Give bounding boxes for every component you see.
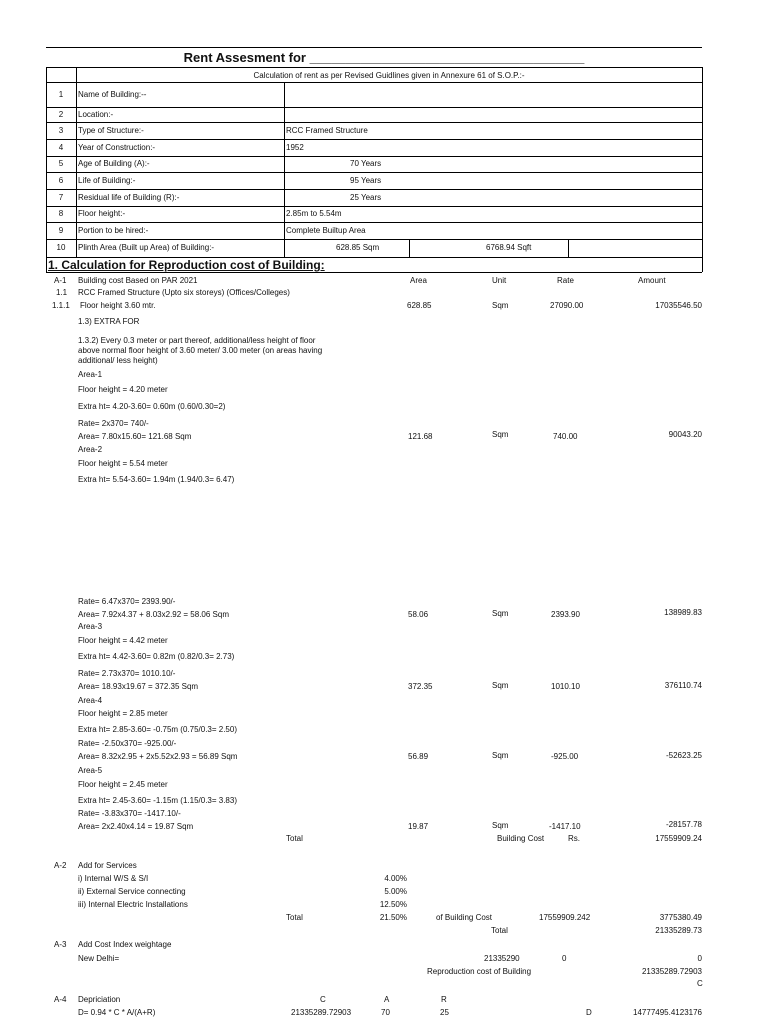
code: A-3 (54, 940, 67, 949)
rate-value: -1417.10 (549, 822, 581, 831)
total-label: Total (286, 834, 303, 843)
label: of Building Cost (436, 913, 493, 922)
amount-value: 138989.83 (664, 608, 702, 617)
label: Extra ht= 5.54-3.60= 1.94m (1.94/0.3= 6.47) (78, 475, 235, 484)
row-value: 2.85m to 5.54m (286, 209, 342, 218)
label: Extra ht= 2.85-3.60= -0.75m (0.75/0.3= 2.50) (78, 725, 237, 734)
row-no: 6 (58, 176, 64, 185)
area-name: Area-3 (78, 622, 103, 631)
value: 17559909.242 (539, 913, 591, 922)
code: 1.1.1 (52, 301, 70, 310)
label: iii) Internal Electric Installations (78, 900, 188, 909)
unit-value: Sqm (492, 681, 509, 690)
label: Extra ht= 4.20-3.60= 0.60m (0.60/0.30=2) (78, 402, 226, 411)
area-name: Area-5 (78, 766, 103, 775)
label: Reproduction cost of Building (427, 967, 532, 976)
label: RCC Framed Structure (Upto six storeys) (Offices/Colleges) (78, 288, 290, 297)
row-rule (46, 222, 702, 223)
label: Area= 7.80x15.60= 121.68 Sqm (78, 432, 192, 441)
amount-value: 90043.20 (668, 430, 702, 439)
area-value: 628.85 (407, 301, 432, 310)
row-no: 1 (58, 90, 64, 99)
value: 25 (440, 1008, 449, 1017)
symbol: C (697, 979, 703, 988)
row-label: Type of Structure:- (78, 126, 144, 135)
label: Floor height = 2.45 meter (78, 780, 168, 789)
area-name: Area-2 (78, 445, 103, 454)
rate-value: -925.00 (551, 752, 579, 761)
row-value: 95 Years (350, 176, 382, 185)
code: 1.1 (56, 288, 68, 297)
label: Add Cost Index weightage (78, 940, 172, 949)
total-label: Total (286, 913, 303, 922)
label: Depriciation (78, 995, 121, 1004)
rate-value: 1010.10 (551, 682, 580, 691)
area-value: 372.35 (408, 682, 433, 691)
label: Rate= 2x370= 740/- (78, 419, 149, 428)
table-border (76, 67, 77, 257)
top-rule (46, 47, 702, 48)
label: Area= 7.92x4.37 + 8.03x2.92 = 58.06 Sqm (78, 610, 229, 619)
label: Rate= 2.73x370= 1010.10/- (78, 669, 176, 678)
row-label: Location:- (78, 110, 114, 119)
row-value: 1952 (286, 143, 304, 152)
label: Area= 8.32x2.95 + 2x5.52x2.93 = 56.89 Sqm (78, 752, 238, 761)
row-label: Floor height:- (78, 209, 126, 218)
row-value: Complete Builtup Area (286, 226, 366, 235)
row-rule (46, 156, 702, 157)
row-rule (46, 272, 702, 273)
value: 0 (562, 954, 567, 963)
total-amount: 21335289.73 (655, 926, 702, 935)
row-no: 2 (58, 110, 64, 119)
row-rule (46, 122, 702, 123)
formula: D= 0.94 * C * A/(A+R) (78, 1008, 156, 1017)
value: 21335289.72903 (291, 1008, 352, 1017)
symbol: D (586, 1008, 592, 1017)
rate-value: 2393.90 (551, 610, 580, 619)
row-no: 3 (58, 126, 64, 135)
label: ii) External Service connecting (78, 887, 186, 896)
row-label: Residual life of Building (R):- (78, 193, 180, 202)
row-value: 628.85 Sqm (336, 243, 380, 252)
row-value: 70 Years (350, 159, 382, 168)
area-value: 58.06 (408, 610, 429, 619)
col-rate-header: Rate (557, 276, 574, 285)
row-value: 25 Years (350, 193, 382, 202)
table-border (409, 239, 410, 257)
row-label: Life of Building:- (78, 176, 136, 185)
table-border (702, 67, 703, 272)
section-heading: 1. Calculation for Reproduction cost of Building: (48, 258, 325, 272)
row-no: 7 (58, 193, 64, 202)
currency-label: Rs. (568, 834, 580, 843)
value: 70 (381, 1008, 390, 1017)
row-value-2: 6768.94 Sqft (486, 243, 532, 252)
area-name: Area-4 (78, 696, 103, 705)
label: Floor height = 2.85 meter (78, 709, 168, 718)
table-border (46, 67, 702, 68)
label: Floor height = 4.20 meter (78, 385, 168, 394)
value: 21335290 (484, 954, 520, 963)
row-rule (46, 172, 702, 173)
unit-value: Sqm (492, 821, 509, 830)
row-rule (46, 239, 702, 240)
row-rule (46, 139, 702, 140)
amount-value: 14777495.4123176 (633, 1008, 702, 1017)
symbol: C (320, 995, 326, 1004)
total-label: Total (491, 926, 508, 935)
building-cost-label: Building Cost (497, 834, 545, 843)
label: Rate= 6.47x370= 2393.90/- (78, 597, 176, 606)
row-rule (46, 189, 702, 190)
code: A-2 (54, 861, 67, 870)
label: Floor height = 5.54 meter (78, 459, 168, 468)
unit-value: Sqm (492, 609, 509, 618)
area-name: Area-1 (78, 370, 103, 379)
amount-value: 17035546.50 (655, 301, 702, 310)
page-title: Rent Assesment for ______________________________________ (183, 50, 585, 65)
area-value: 56.89 (408, 752, 429, 761)
amount-value: 0 (697, 954, 702, 963)
code: A-1 (54, 276, 67, 285)
table-subtitle: Calculation of rent as per Revised Guidlines given in Annexure 61 of S.O.P.:- (253, 71, 525, 80)
col-amount-header: Amount (638, 276, 666, 285)
label: i) Internal W/S & S/I (78, 874, 149, 883)
percent: 5.00% (384, 887, 407, 896)
amount-value: -28157.78 (665, 820, 702, 829)
symbol: A (384, 995, 390, 1004)
row-no: 5 (58, 159, 64, 168)
amount-value: 376110.74 (664, 681, 702, 690)
label: 1.3.2) Every 0.3 meter or part thereof, additional/less height of floor (78, 336, 316, 345)
amount-value: -52623.25 (665, 751, 702, 760)
label: above normal floor height of 3.60 meter/ 3.00 meter (on areas having (78, 346, 323, 355)
label: 1.3) EXTRA FOR (78, 317, 140, 326)
col-unit-header: Unit (492, 276, 507, 285)
total-amount: 17559909.24 (655, 834, 702, 843)
row-label: Portion to be hired:- (78, 226, 149, 235)
label: Floor height 3.60 mtr. (80, 301, 156, 310)
row-no: 9 (58, 226, 64, 235)
rate-value: 740.00 (553, 432, 578, 441)
percent: 21.50% (379, 913, 407, 922)
row-label: Age of Building (A):- (78, 159, 150, 168)
unit-value: Sqm (492, 301, 509, 310)
row-no: 10 (56, 243, 66, 252)
area-value: 19.87 (408, 822, 429, 831)
label: Floor height = 4.42 meter (78, 636, 168, 645)
percent: 12.50% (379, 900, 407, 909)
percent: 4.00% (384, 874, 407, 883)
label: Area= 18.93x19.67 = 372.35 Sqm (78, 682, 199, 691)
col-area-header: Area (410, 276, 427, 285)
label: Building cost Based on PAR 2021 (78, 276, 198, 285)
area-value: 121.68 (408, 432, 433, 441)
row-no: 8 (58, 209, 64, 218)
unit-value: Sqm (492, 430, 509, 439)
unit-value: Sqm (492, 751, 509, 760)
label: Rate= -3.83x370= -1417.10/- (78, 809, 181, 818)
label: Extra ht= 4.42-3.60= 0.82m (0.82/0.3= 2.73) (78, 652, 235, 661)
amount-value: 21335289.72903 (641, 967, 702, 976)
row-label: Year of Construction:- (78, 143, 156, 152)
table-border (46, 82, 702, 83)
label: Extra ht= 2.45-3.60= -1.15m (1.15/0.3= 3.83) (78, 796, 237, 805)
label: Area= 2x2.40x4.14 = 19.87 Sqm (78, 822, 194, 831)
label: Add for Services (78, 861, 137, 870)
code: A-4 (54, 995, 67, 1004)
row-rule (46, 206, 702, 207)
row-rule (46, 107, 702, 108)
label: New Delhi= (78, 954, 120, 963)
table-border (568, 239, 569, 257)
row-label: Name of Building:-- (78, 90, 147, 99)
row-value: RCC Framed Structure (286, 126, 368, 135)
table-border (284, 82, 285, 257)
row-label: Plinth Area (Built up Area) of Building:- (78, 243, 215, 252)
amount-value: 3775380.49 (659, 913, 702, 922)
row-no: 4 (58, 143, 64, 152)
symbol: R (441, 995, 447, 1004)
label: additional/ less height) (78, 356, 158, 365)
label: Rate= -2.50x370= -925.00/- (78, 739, 177, 748)
rate-value: 27090.00 (550, 301, 584, 310)
